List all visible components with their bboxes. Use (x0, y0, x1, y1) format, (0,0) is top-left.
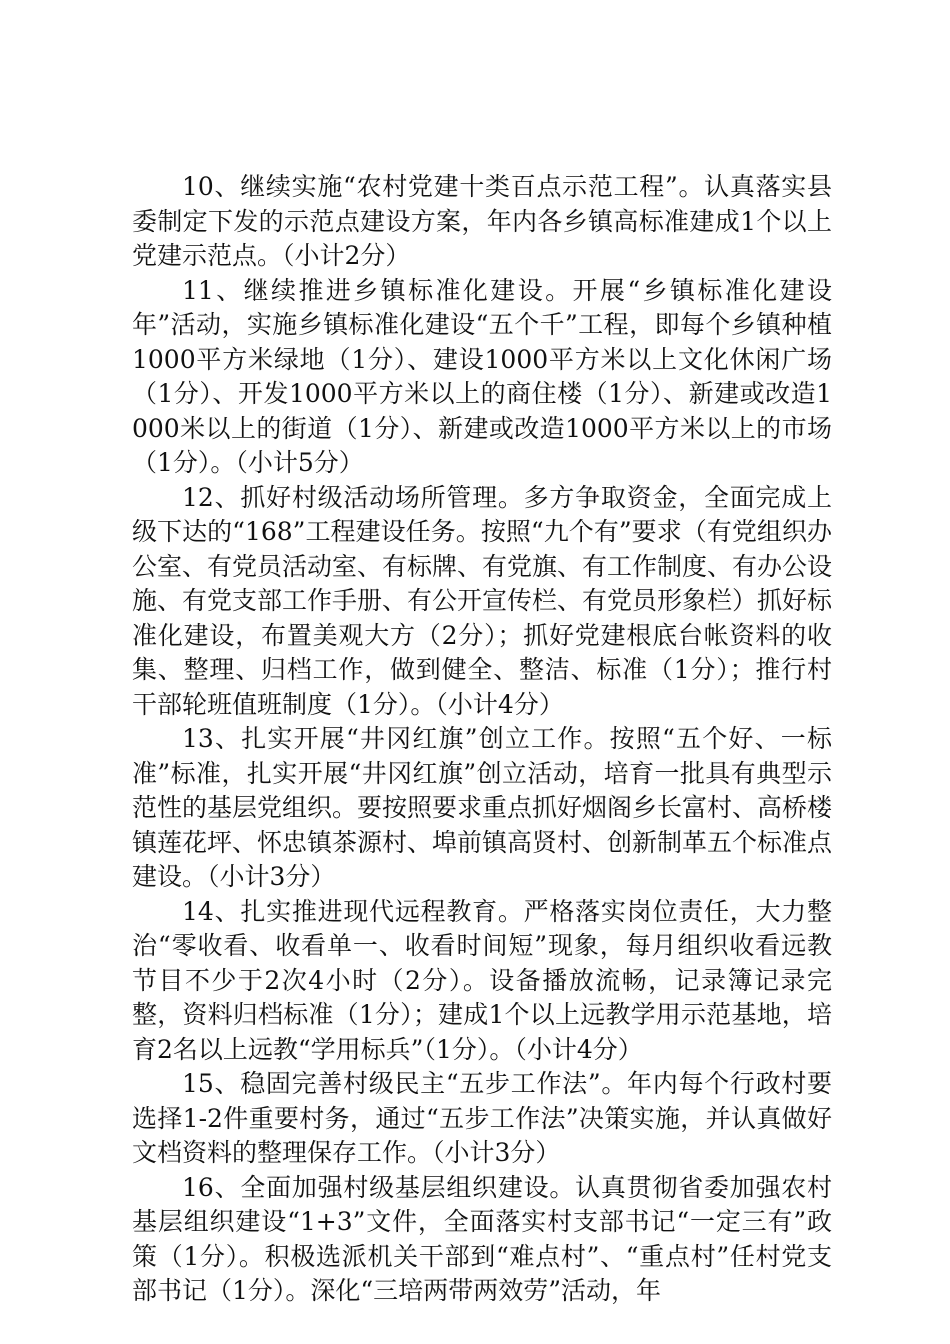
paragraph-item-10: 10、继续实施“农村党建十类百点示范工程”。认真落实县委制定下发的示范点建设方案，年内各乡镇高标准建成1个以上党建示范点。（小计2分） (132, 172, 832, 270)
paragraph-item-13: 13、扎实开展“井冈红旗”创立工作。按照“五个好、一标准”标准，扎实开展“井冈红旗”创立活动，培育一批具有典型示范性的基层党组织。要按照要求重点抓好烟阁乡长富村、高桥楼镇莲花坪、怀忠镇茶源村、埠前镇高贤村、创新制革五个标准点建设。（小计3分） (132, 724, 833, 891)
document-body (132, 170, 832, 1309)
paragraph-item-16: 16、全面加强村级基层组织建设。认真贯彻省委加强农村基层组织建设“1+3”文件，全面落实村支部书记“一定三有”政策（1分）。积极选派机关干部到“难点村”、“重点村”任村党支部书记（1分）。深化“三培两带两效劳”活动，年 (132, 1172, 832, 1305)
paragraph-item-15: 15、稳固完善村级民主“五步工作法”。年内每个行政村要选择1-2件重要村务，通过“五步工作法”决策实施，并认真做好文档资料的整理保存工作。（小计3分） (132, 1069, 832, 1167)
paragraph-item-12: 12、抓好村级活动场所管理。多方争取资金，全面完成上级下达的“168”工程建设任务。按照“九个有”要求（有党组织办公室、有党员活动室、有标牌、有党旗、有工作制度、有办公设施、有党支部工作手册、有公开宣传栏、有党员形象栏）抓好标准化建设，布置美观大方（2分）；抓好党建根底台帐资料的收集、整理、归档工作，做到健全、整洁、标准（1分）；推行村干部轮班值班制度（1分）。（小计4分） (132, 482, 833, 719)
paragraph-item-14: 14、扎实推进现代远程教育。严格落实岗位责任，大力整治“零收看、收看单一、收看时间短”现象，每月组织收看远教节目不少于2次4小时（2分）。设备播放流畅，记录簿记录完整，资料归档标准（1分）；建成1个以上远教学用示范基地，培育2名以上远教“学用标兵”（1分）。（小计4分） (132, 896, 832, 1064)
paragraph-item-11: 11、继续推进乡镇标准化建设。开展“乡镇标准化建设年”活动，实施乡镇标准化建设“五个千”工程，即每个乡镇种植1000平方米绿地（1分）、建设1000平方米以上文化休闲广场（1分）、开发1000平方米以上的商住楼（1分）、新建或改造1000米以上的街道（1分）、新建或改造1000平方米以上的市场（1分）。（小计5分） (132, 275, 832, 477)
